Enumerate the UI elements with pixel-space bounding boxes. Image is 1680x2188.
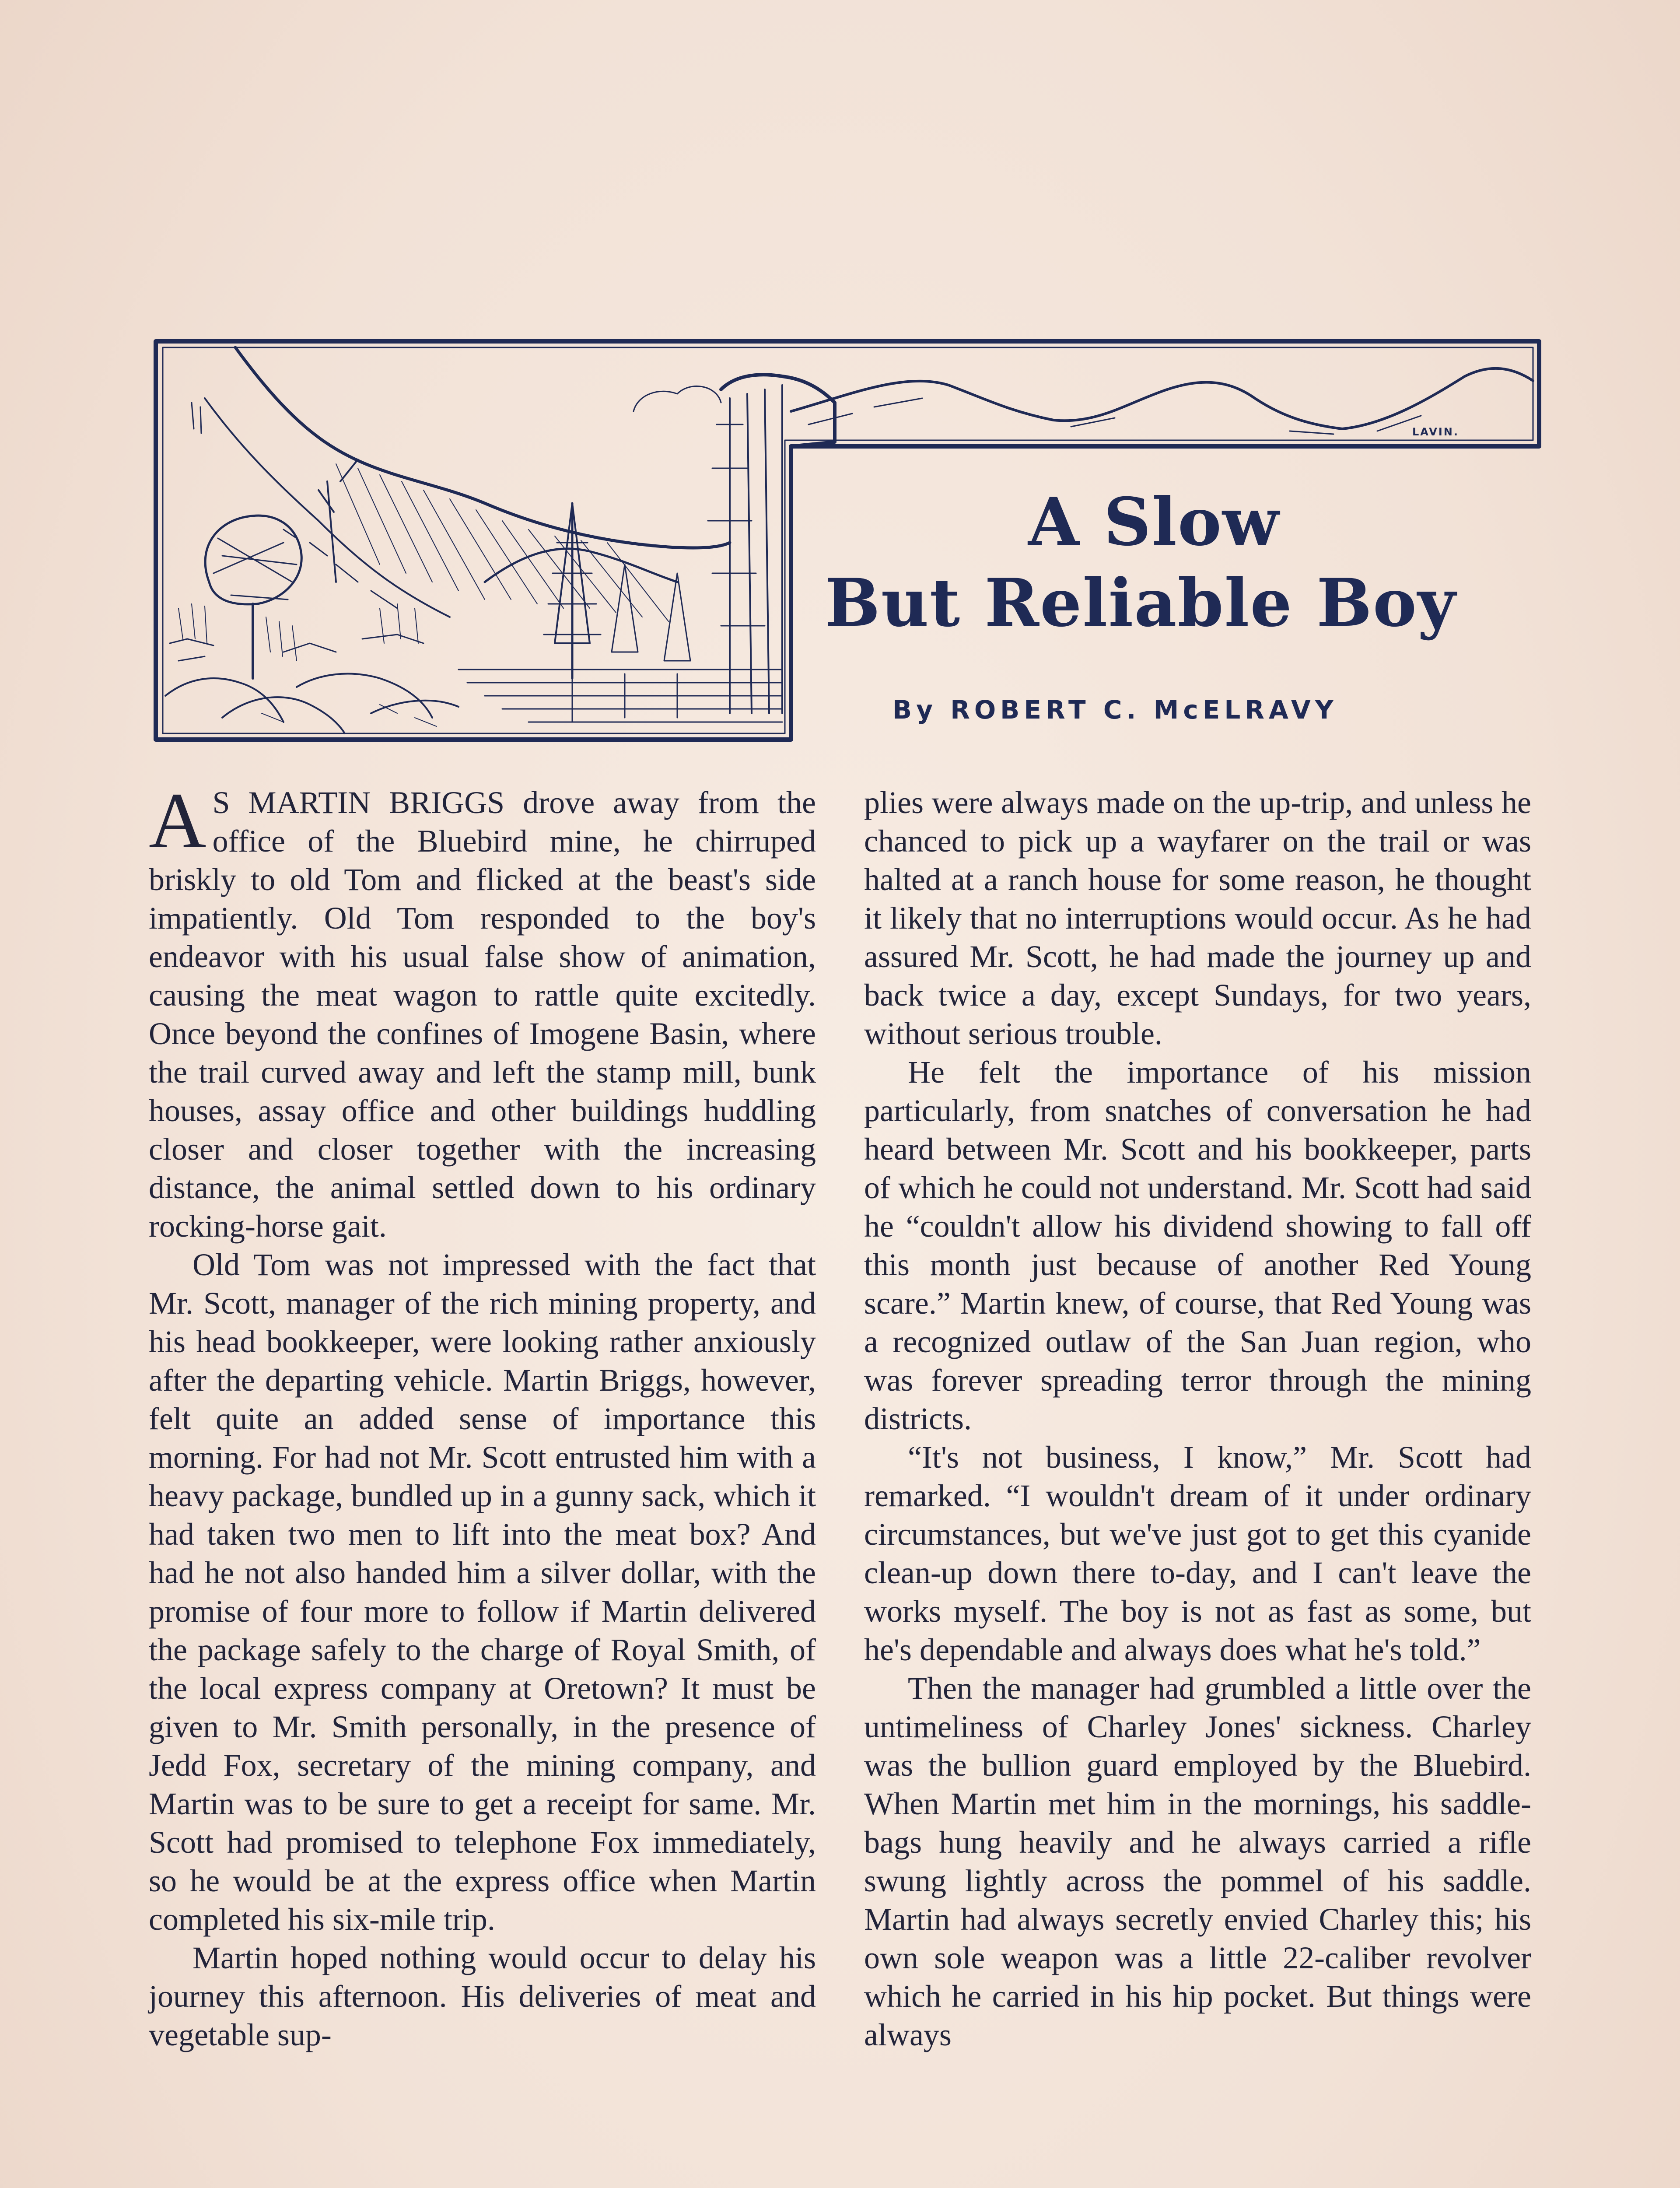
paragraph: He felt the importance of his mission particularly, from snatches of conversation he had heard between Mr. Scott and his bookkeeper, parts of which he could not understand. Mr. Scott had said he “couldn't allow his dividend showing to fall off this month just because of another Red Young scare.” Martin knew, of course, that Red Young was a recognized outlaw of the San Juan region, who was forever spreading terror through the mining districts. bbox=[864, 1055, 1531, 1436]
paragraph bbox=[149, 777, 816, 1245]
article-byline: By ROBERT C. McELRAVY bbox=[892, 695, 1338, 725]
paragraph: plies were always made on the up-trip, and unless he chanced to pick up a wayfarer on the trail or was halted at a ranch house for some reason, he thought it likely that no interruptions would occur. As he had assured Mr. Scott, he had made the journey up and back twice a day, except Sundays, for two years, without serious trouble. bbox=[864, 785, 1531, 1051]
header-illustration bbox=[152, 337, 1544, 744]
paragraph: “It's not business, I know,” Mr. Scott had remarked. “I wouldn't dream of it under ordinary circumstances, but we've just got to get this cyanide clean-up down there to-day, and I can't leave the works myself. The boy is not as fast as some, but he's dependable and always does what he's told.” bbox=[864, 1440, 1531, 1667]
text-column-left bbox=[149, 777, 816, 2054]
illustration-signature: LAVIN. bbox=[1412, 426, 1459, 438]
article-title-line-1: A Slow bbox=[1028, 484, 1280, 561]
paragraph: Martin hoped nothing would occur to delay his journey this afternoon. His deliveries of meat and vegetable sup- bbox=[149, 1940, 816, 2052]
paragraph: Old Tom was not impressed with the fact that Mr. Scott, manager of the rich mining property, and his head bookkeeper, were looking rather anxiously after the departing vehicle. Martin Briggs, however, felt quite an added sense of importance this morning. For had not Mr. Scott entrusted him with a heavy package, bundled up in a gunny sack, which it had taken two men to lift into the meat box? And had he not also handed him a silver dollar, with the promise of four more to follow if Martin delivered the package safely to the charge of Royal Smith, of the local express company at Oretown? It must be given to Mr. Smith personally, in the presence of Jedd Fox, secretary of the mining company, and Martin was to be sure to get a receipt for same. Mr. Scott had promised to telephone Fox immediately, so he would be at the express office when Martin completed his six-mile trip. bbox=[149, 1247, 816, 1937]
paragraph: Then the manager had grumbled a little over the untimeliness of Charley Jones' sickness. Charley was the bullion guard employed by the Bluebird. When Martin met him in the mornings, his saddle-bags hung heavily and he always carried a rifle swung lightly across the pommel of his saddle. Martin had always secretly envied Charley this; his own sole weapon was a little 22-caliber revolver which he carried in his hip pocket. But things were always bbox=[864, 1671, 1531, 2052]
landscape-illustration bbox=[152, 337, 1544, 744]
drop-cap: A bbox=[149, 777, 206, 865]
text-column-right bbox=[864, 783, 1531, 2054]
article-title-line-2: But Reliable Boy bbox=[825, 565, 1457, 642]
paragraph-text: S MARTIN BRIGGS drove away from the office of the Bluebird mine, he chirruped briskly to old Tom and flicked at the beast's side impatiently. Old Tom responded to the boy's endeavor with his usual false show of animation, causing the meat wagon to rattle quite excitedly. Once beyond the confines of Imogene Basin, where the trail curved away and left the stamp mill, bunk houses, assay office and other buildings huddling closer and closer together with the increasing distance, the animal settled down to his ordinary rocking-horse gait. bbox=[149, 785, 816, 1244]
